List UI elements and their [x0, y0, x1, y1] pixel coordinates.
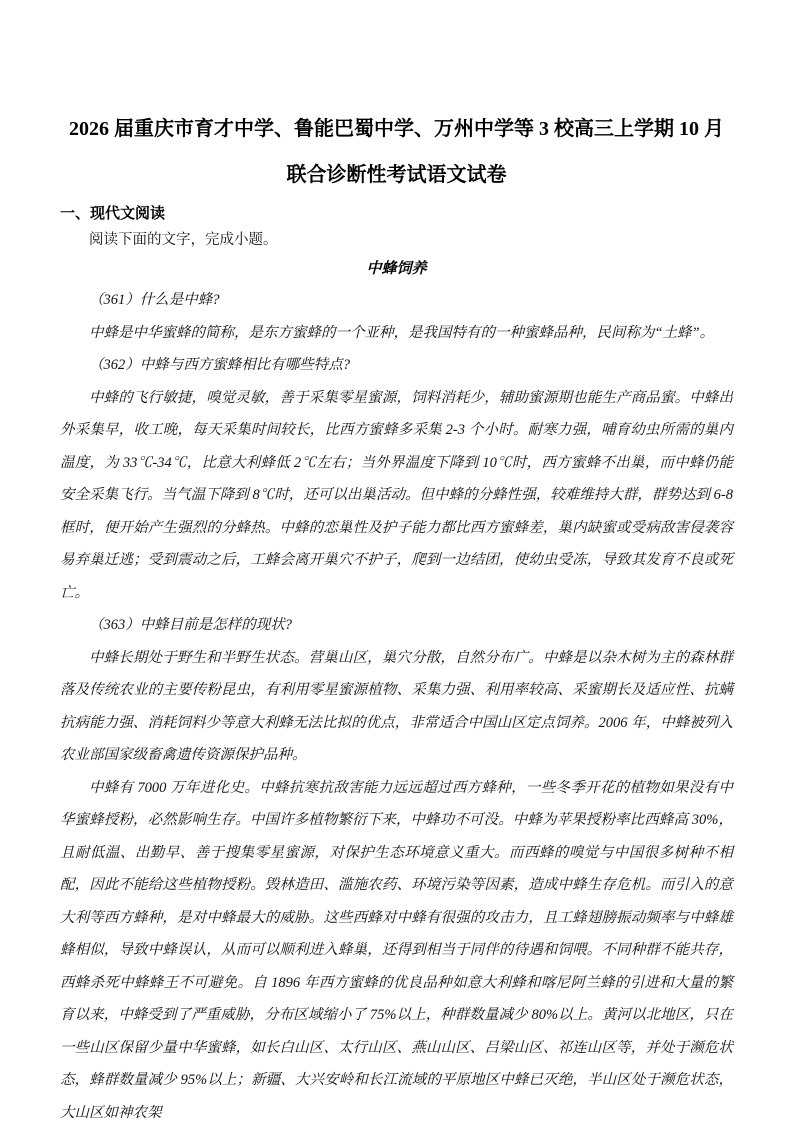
exam-title [60, 106, 733, 198]
question-362: （362）中蜂与西方蜜蜂相比有哪些特点? [89, 357, 350, 373]
answer-363-paragraph-1: 中蜂长期处于野生和半野生状态。营巢山区，巢穴分散，自然分布广。中蜂是以杂木树为主的森林群落及传统农业的主要传粉昆虫，有利用零星蜜源植物、采集力强、利用率较高、采蜜期长及适应性、抗螨抗病能力强、消耗饲料少等意大利蜂无法比拟的优点，非常适合中国山区定点饲养。2006 年，中蜂被列入农业部国家级畜禽遗传资源保护品种。 [60, 649, 733, 763]
answer-361: 中蜂是中华蜜蜂的简称，是东方蜜蜂的一个亚种，是我国特有的一种蜜蜂品种，民间称为“土蜂”。 [89, 324, 715, 341]
article-body [60, 284, 733, 1122]
exam-title-line-2: 联合诊断性考试语文试卷 [286, 164, 507, 186]
section-heading-modern-reading: 一、现代文阅读 [60, 205, 166, 222]
answer-363-paragraph-2: 中蜂有 7000 万年进化史。中蜂抗寒抗敌害能力远远超过西方蜂种，一些冬季开花的植物如果没有中华蜜蜂授粉，必然影响生存。中国许多植物繁衍下来，中蜂功不可没。中蜂为苹果授粉率比西蜂高 30%，且耐低温、出勤早、善于搜集零星蜜源，对保护生态环境意义重大。而西蜂的嗅觉与中国很多树种不相配，因此不能给这些植物授粉。毁林造田、滥施农药、环境污染等因素，造成中蜂生存危机。而引入的意大利等西方蜂种，是对中蜂最大的威胁。这些西蜂对中蜂有很强的攻击力，且工蜂翅膀振动频率与中蜂雄蜂相似，导致中蜂误认，从而可以顺利进入蜂巢，还得到相当于同伴的待遇和饲喂。不同种群不能共存，西蜂杀死中蜂蜂王不可避免。自 1896 年西方蜜蜂的优良品种如意大利蜂和喀尼阿兰蜂的引进和大量的繁育以来，中蜂受到了严重威胁，分布区域缩小了 75%以上，种群数量减少 80%以上。黄河以北地区，只在一些山区保留少量中华蜜蜂，如长白山区、太行山区、燕山山区、吕梁山区、祁连山区等，并处于濒危状态，蜂群数量减少 95%以上；新疆、大兴安岭和长江流域的平原地区中蜂已灭绝，半山区处于濒危状态，大山区如神农架 [60, 779, 733, 1121]
reading-instruction: 阅读下面的文字，完成小题。 [89, 232, 278, 248]
question-363: （363）中蜂目前是怎样的现状? [89, 617, 292, 633]
question-361: （361）什么是中蜂? [89, 292, 220, 308]
exam-title-line-1: 2026 届重庆市育才中学、鲁能巴蜀中学、万州中学等 3 校高三上学期 10 月 [69, 118, 724, 140]
answer-362: 中蜂的飞行敏捷，嗅觉灵敏，善于采集零星蜜源，饲料消耗少，辅助蜜源期也能生产商品蜜。中蜂出外采集早，收工晚，每天采集时间较长，比西方蜜蜂多采集 2-3 个小时。耐寒力强，哺育幼虫所需的巢内温度，为 33℃-34℃，比意大利蜂低 2℃左右；当外界温度下降到 10℃时，西方蜜蜂不出巢，而中蜂仍能安全采集飞行。当气温下降到 8℃时，还可以出巢活动。但中蜂的分蜂性强，较难维持大群，群势达到 6-8 框时，便开始产生强烈的分蜂热。中蜂的恋巢性及护子能力都比西方蜜蜂差，巢内缺蜜或受病敌害侵袭容易弃巢迁逃；受到震动之后，工蜂会离开巢穴不护子，爬到一边结团，使幼虫受冻，导致其发育不良或死亡。 [60, 389, 733, 601]
article-title: 中蜂饲养 [366, 261, 427, 277]
